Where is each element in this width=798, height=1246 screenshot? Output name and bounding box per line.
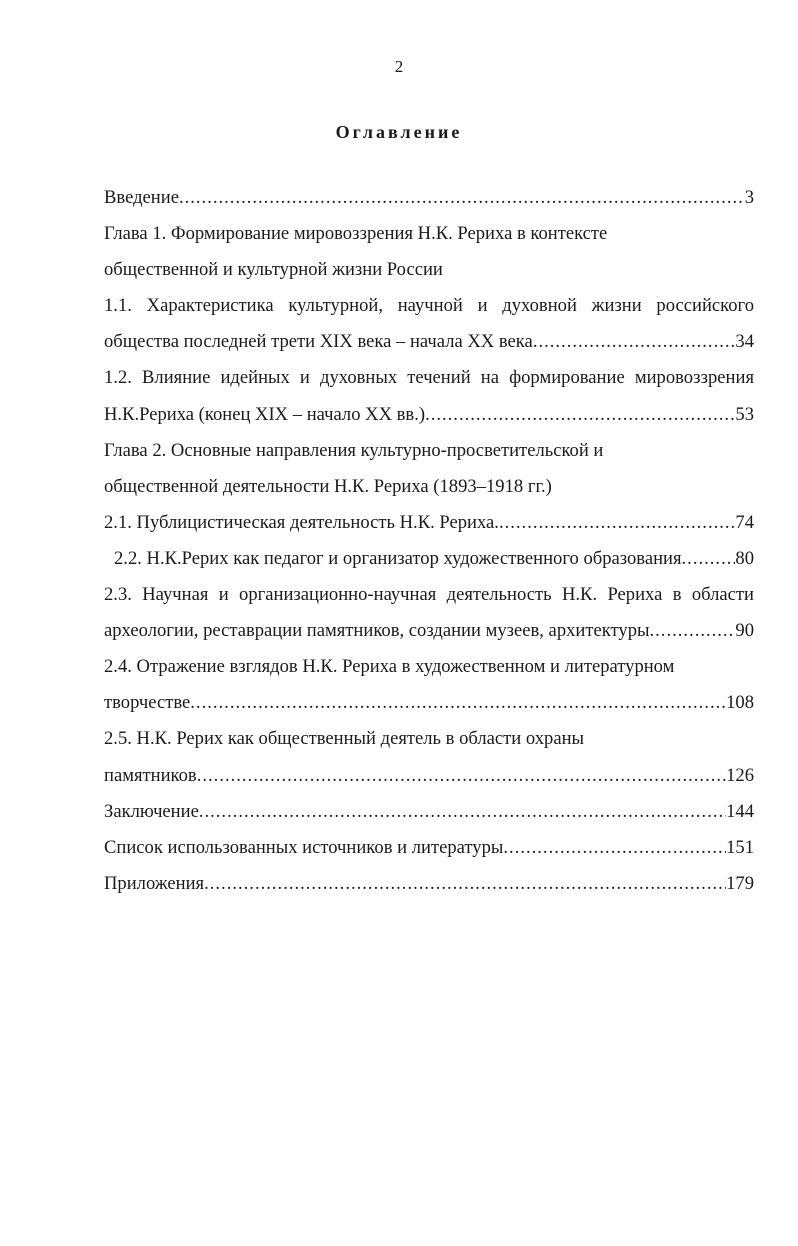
toc-entry-text: памятников [104, 764, 197, 786]
toc-section-2-1 [104, 505, 754, 541]
toc-page-number: 3 [744, 187, 754, 208]
dot-leader [425, 397, 735, 433]
toc-entry-text: археологии, реставрации памятников, создании музеев, архитектуры [104, 620, 650, 642]
toc-page-number: 179 [726, 872, 754, 894]
toc-page-number: 34 [735, 331, 754, 353]
toc-page-number: 74 [735, 511, 754, 533]
dot-leader [533, 324, 736, 360]
dot-leader [503, 830, 726, 866]
toc-section-2-5-line-1: 2.5. Н.К. Рерих как общественный деятель в области охраны [104, 728, 585, 750]
dot-leader [204, 866, 726, 902]
toc-title: Оглавление [335, 122, 463, 142]
toc-entry-text: 2.1. Публицистическая деятельность Н.К. Рериха. [104, 511, 499, 533]
dot-leader [499, 505, 735, 541]
toc-section-2-3-line-1: 2.3. Научная и организационно-научная деятельность Н.К. Рериха в области [104, 584, 754, 606]
toc-chapter-2-line-1: Глава 2. Основные направления культурно-просветительской и [104, 439, 604, 461]
toc-entry-text: 2.2. Н.К.Рерих как педагог и организатор художественного образования [114, 547, 682, 569]
toc-section-1-2-line-1: 1.2. Влияние идейных и духовных течений на формирование мировоззрения [104, 367, 754, 389]
toc-page-number: 80 [735, 547, 754, 569]
toc-page-number: 144 [726, 800, 754, 822]
toc-section-1-1-line-2 [104, 324, 754, 360]
dot-leader [650, 613, 736, 649]
toc-page-number: 126 [726, 764, 754, 786]
toc-entry-appendix [104, 866, 754, 902]
toc-page-number: 108 [726, 692, 754, 714]
toc-page-number: 53 [735, 403, 754, 425]
toc-section-2-5-line-2 [104, 758, 754, 794]
toc-entry-text: Приложения [104, 872, 205, 894]
toc-page-number: 151 [726, 836, 754, 858]
toc-entry-sources [104, 830, 754, 866]
toc-entry-text: творчестве [104, 692, 191, 714]
toc-section-2-3-line-2 [104, 613, 754, 649]
toc-page-number: 90 [735, 620, 754, 642]
toc-chapter-2-line-2: общественной деятельности Н.К. Рериха (1893–1918 гг.) [104, 475, 552, 497]
dot-leader [197, 758, 726, 794]
dot-leader [190, 685, 726, 721]
toc-section-1-1-line-1: 1.1. Характеристика культурной, научной и духовной жизни российского [104, 295, 754, 317]
dot-leader [682, 541, 736, 577]
toc-entry-text: Н.К.Рериха (конец XIX – начало XX вв.) [104, 403, 426, 425]
toc-section-1-2-line-2 [104, 397, 754, 433]
dot-leader [199, 794, 726, 830]
dot-leader [179, 180, 745, 216]
toc-entry-text: Введение [104, 187, 179, 208]
toc-section-2-4-line-2 [104, 685, 754, 721]
toc-section-2-2 [104, 541, 754, 577]
toc-section-2-4-line-1: 2.4. Отражение взглядов Н.К. Рериха в художественном и литературном [104, 656, 675, 678]
page-number: 2 [394, 57, 404, 76]
toc-entry-text: Список использованных источников и литературы [104, 836, 504, 858]
toc-entry-conclusion [104, 794, 754, 830]
table-of-contents [104, 180, 754, 902]
toc-chapter-1-line-1: Глава 1. Формирование мировоззрения Н.К. Рериха в контексте [104, 223, 608, 245]
toc-entry-text: общества последней трети XIX века – начала XX века [104, 331, 533, 353]
toc-entry-intro [104, 180, 754, 216]
toc-entry-text: Заключение [104, 800, 199, 822]
toc-chapter-1-line-2: общественной и культурной жизни России [104, 259, 443, 281]
